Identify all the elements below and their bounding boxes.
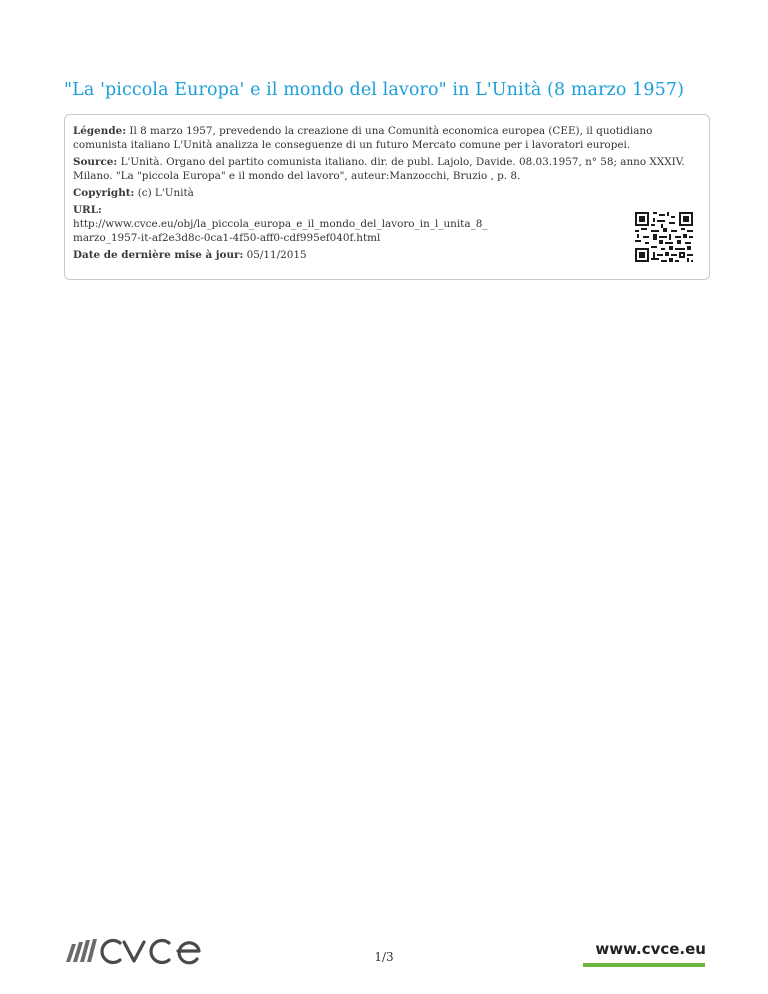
source-text: L'Unità. Organo del partito comunista italiano. dir. de publ. Lajolo, Davide. 08.03.1957, n° 58; anno XXXIV. Milano. "La "piccola Europa" e il mondo del lavoro", auteur:Manzocchi, Bruzio , p. 8. — [73, 156, 685, 182]
date-text: 05/11/2015 — [246, 249, 307, 261]
url-link-line-1[interactable]: http://www.cvce.eu/obj/la_piccola_europa_e_il_mondo_del_lavoro_in_l_unita_8_ — [73, 218, 488, 230]
qr-code-icon — [635, 212, 693, 262]
copyright-row — [73, 186, 701, 200]
url-link-line-2[interactable]: marzo_1957-it-af2e3d8c-0ca1-4f50-aff0-cdf995ef040f.html — [73, 232, 381, 244]
url-label: URL: — [73, 204, 102, 216]
site-accent-bar — [583, 963, 705, 967]
legend-row — [73, 124, 701, 152]
document-info-box — [64, 114, 710, 280]
source-row — [73, 155, 701, 183]
date-label: Date de dernière mise à jour: — [73, 249, 244, 261]
page-title: "La 'piccola Europa' e il mondo del lavoro" in L'Unità (8 marzo 1957) — [64, 80, 685, 100]
site-url[interactable]: www.cvce.eu — [595, 940, 706, 958]
page-number: 1/3 — [374, 950, 394, 964]
source-label: Source: — [73, 156, 118, 168]
date-row — [73, 248, 701, 262]
legend-label: Légende: — [73, 125, 127, 137]
copyright-label: Copyright: — [73, 187, 135, 199]
legend-text: Il 8 marzo 1957, prevedendo la creazione di una Comunità economica europea (CEE), il quotidiano comunista italiano L'Unità analizza le conseguenze di un futuro Mercato comune per i lavoratori europei. — [73, 125, 653, 151]
copyright-text: (c) L'Unità — [137, 187, 194, 199]
url-row — [73, 203, 603, 245]
